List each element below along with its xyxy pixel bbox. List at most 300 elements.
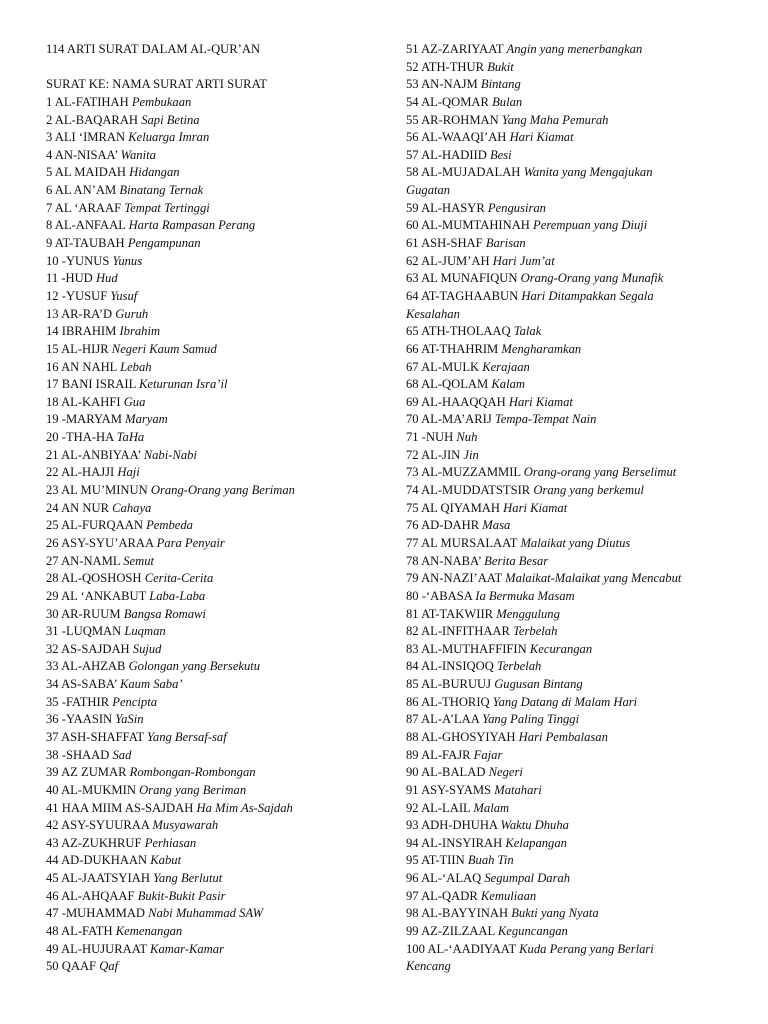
surah-entry bbox=[406, 464, 751, 482]
surah-entry bbox=[46, 888, 396, 906]
surah-number: 31 bbox=[46, 624, 59, 639]
surah-number: 25 bbox=[46, 518, 59, 533]
surah-entry bbox=[46, 288, 396, 306]
surah-number: 19 bbox=[46, 412, 59, 427]
surah-meaning: Orang-Orang yang Munafik bbox=[520, 271, 664, 286]
surah-meaning: Kemenangan bbox=[115, 924, 183, 939]
surah-entry bbox=[46, 800, 396, 818]
surah-name: AL MAIDAH bbox=[54, 165, 127, 180]
surah-meaning: Kaum Saba’ bbox=[119, 677, 183, 692]
surah-entry bbox=[406, 341, 751, 359]
surah-name: AL-INSYIRAH bbox=[421, 835, 503, 850]
surah-entry bbox=[46, 323, 396, 341]
surah-meaning: Matahari bbox=[494, 782, 542, 797]
surah-entry bbox=[46, 200, 396, 218]
surah-number: 43 bbox=[46, 835, 59, 850]
surah-entry bbox=[406, 535, 751, 553]
surah-number: 52 bbox=[406, 59, 419, 74]
surah-meaning: Semut bbox=[123, 553, 154, 568]
surah-meaning: Besi bbox=[489, 147, 512, 162]
surah-meaning: Terbelah bbox=[496, 659, 542, 674]
surah-name: AL-‘ALAQ bbox=[421, 871, 482, 886]
surah-meaning: Yusuf bbox=[110, 288, 138, 303]
surah-number: 17 bbox=[46, 377, 59, 392]
surah-entry bbox=[406, 905, 751, 923]
surah-entry bbox=[46, 852, 396, 870]
surah-number: 90 bbox=[406, 765, 419, 780]
surah-number: 11 bbox=[46, 271, 59, 286]
surah-entry bbox=[46, 129, 396, 147]
surah-number: 32 bbox=[46, 641, 59, 656]
surah-meaning: Pembukaan bbox=[131, 94, 192, 109]
surah-entry bbox=[406, 711, 751, 729]
surah-meaning: Laba-Laba bbox=[149, 588, 206, 603]
surah-entry bbox=[406, 447, 751, 465]
surah-number: 37 bbox=[46, 729, 59, 744]
surah-number: 33 bbox=[46, 659, 59, 674]
surah-entry bbox=[406, 835, 751, 853]
surah-entry bbox=[406, 888, 751, 906]
surah-entry bbox=[46, 870, 396, 888]
surah-meaning: Ia Bermuka Masam bbox=[475, 588, 575, 603]
surah-number: 57 bbox=[406, 147, 419, 162]
surah-entry bbox=[406, 641, 751, 659]
surah-number: 66 bbox=[406, 341, 419, 356]
surah-number: 48 bbox=[46, 924, 59, 939]
surah-entry bbox=[406, 359, 751, 377]
surah-meaning: Bangsa Romawi bbox=[123, 606, 206, 621]
surah-entry bbox=[406, 852, 751, 870]
surah-number: 35 bbox=[46, 694, 59, 709]
surah-number: 38 bbox=[46, 747, 59, 762]
surah-number: 53 bbox=[406, 77, 419, 92]
surah-number: 94 bbox=[406, 835, 419, 850]
blank-line bbox=[46, 59, 396, 77]
surah-number: 54 bbox=[406, 94, 419, 109]
surah-name: AL QIYAMAH bbox=[421, 500, 501, 515]
surah-entry bbox=[46, 112, 396, 130]
surah-entry bbox=[46, 482, 396, 500]
surah-number: 74 bbox=[406, 483, 419, 498]
surah-entry bbox=[46, 429, 396, 447]
surah-number: 67 bbox=[406, 359, 419, 374]
surah-name: ATH-THOLAAQ bbox=[421, 324, 511, 339]
surah-meaning: Hari Ditampakkan Segala bbox=[521, 288, 654, 303]
surah-entry bbox=[46, 764, 396, 782]
surah-meaning: Fajar bbox=[473, 747, 503, 762]
surah-meaning: Talak bbox=[513, 324, 542, 339]
surah-number: 97 bbox=[406, 888, 419, 903]
surah-name: -YUNUS bbox=[61, 253, 110, 268]
surah-name: AL-JIN bbox=[421, 447, 461, 462]
surah-entry bbox=[406, 482, 751, 500]
surah-entry bbox=[46, 217, 396, 235]
surah-meaning-continued: Kesalahan bbox=[406, 306, 460, 321]
surah-number: 70 bbox=[406, 412, 419, 427]
surah-meaning: Negeri Kaum Samud bbox=[111, 341, 217, 356]
surah-number: 14 bbox=[46, 324, 59, 339]
surah-number: 12 bbox=[46, 288, 59, 303]
surah-number: 47 bbox=[46, 906, 59, 921]
surah-name: AL-MUKMIN bbox=[61, 782, 136, 797]
surah-number: 76 bbox=[406, 518, 419, 533]
surah-number: 3 bbox=[46, 130, 53, 145]
surah-name: -HUD bbox=[61, 271, 93, 286]
surah-number: 7 bbox=[46, 200, 53, 215]
surah-meaning: Para Penyair bbox=[156, 535, 225, 550]
surah-entry bbox=[406, 429, 751, 447]
surah-entry bbox=[406, 941, 751, 959]
surah-name: AL-QADR bbox=[421, 888, 478, 903]
surah-number: 69 bbox=[406, 394, 419, 409]
surah-number: 51 bbox=[406, 42, 419, 56]
surah-entry bbox=[46, 641, 396, 659]
surah-entry bbox=[46, 923, 396, 941]
surah-number: 30 bbox=[46, 606, 59, 621]
surah-entry bbox=[46, 464, 396, 482]
surah-number: 23 bbox=[46, 483, 59, 498]
surah-entry bbox=[46, 694, 396, 712]
surah-number: 56 bbox=[406, 130, 419, 145]
surah-number: 20 bbox=[46, 430, 59, 445]
surah-entry bbox=[46, 553, 396, 571]
surah-name: AT-TAKWIIR bbox=[421, 606, 494, 621]
surah-number: 99 bbox=[406, 924, 419, 939]
surah-number: 34 bbox=[46, 677, 59, 692]
surah-number: 89 bbox=[406, 747, 419, 762]
surah-number: 28 bbox=[46, 571, 59, 586]
surah-entry bbox=[406, 676, 751, 694]
surah-number: 77 bbox=[406, 535, 419, 550]
table-header: SURAT KE: NAMA SURAT ARTI SURAT bbox=[46, 77, 267, 92]
surah-entry bbox=[46, 447, 396, 465]
surah-meaning: Hari Kiamat bbox=[508, 394, 573, 409]
surah-meaning: Gugusan Bintang bbox=[494, 677, 583, 692]
surah-name: BANI ISRAIL bbox=[61, 377, 136, 392]
surah-entry bbox=[46, 729, 396, 747]
surah-meaning: Cerita-Cerita bbox=[144, 571, 214, 586]
surah-number: 42 bbox=[46, 818, 59, 833]
surah-name: HAA MIIM AS-SAJDAH bbox=[61, 800, 194, 815]
surah-entry bbox=[406, 147, 751, 165]
surah-number: 75 bbox=[406, 500, 419, 515]
surah-entry bbox=[46, 411, 396, 429]
surah-meaning: Kemuliaan bbox=[480, 888, 537, 903]
surah-entry bbox=[46, 253, 396, 271]
surah-number: 15 bbox=[46, 341, 59, 356]
surah-number: 13 bbox=[46, 306, 59, 321]
surah-name: AL-HAAQQAH bbox=[421, 394, 506, 409]
surah-name: AZ-ZILZAAL bbox=[421, 924, 495, 939]
surah-name: AL-FURQAAN bbox=[61, 518, 143, 533]
surah-entry bbox=[46, 835, 396, 853]
surah-number: 39 bbox=[46, 765, 59, 780]
surah-meaning: Waktu Dhuha bbox=[500, 818, 569, 833]
surah-name: AZ ZUMAR bbox=[61, 765, 127, 780]
surah-number: 55 bbox=[406, 112, 419, 127]
surah-entry bbox=[406, 76, 751, 94]
surah-meaning: Keturunan Isra’il bbox=[138, 377, 228, 392]
surah-number: 6 bbox=[46, 183, 53, 198]
surah-number: 100 bbox=[406, 941, 425, 956]
surah-entry bbox=[406, 235, 751, 253]
surah-meaning: Hari Pembalasan bbox=[518, 729, 608, 744]
surah-number: 45 bbox=[46, 871, 59, 886]
surah-meaning: Qaf bbox=[99, 959, 119, 974]
surah-entry bbox=[46, 500, 396, 518]
surah-entry bbox=[46, 147, 396, 165]
surah-meaning: Nuh bbox=[456, 430, 478, 445]
surah-name: QAAF bbox=[61, 959, 97, 974]
surah-meaning: Perhiasan bbox=[144, 835, 197, 850]
surah-entry bbox=[406, 923, 751, 941]
surah-meaning: Hud bbox=[95, 271, 118, 286]
surah-name: ASY-SYAMS bbox=[421, 782, 492, 797]
surah-name: AL-MUJADALAH bbox=[421, 165, 521, 180]
surah-number: 46 bbox=[46, 888, 59, 903]
surah-name: AL-BALAD bbox=[421, 765, 486, 780]
surah-meaning: Berita Besar bbox=[484, 553, 549, 568]
surah-name: AD-DAHR bbox=[421, 518, 480, 533]
surah-name: AL MU’MINUN bbox=[61, 483, 148, 498]
surah-name: AL-‘AADIYAAT bbox=[427, 941, 516, 956]
surah-entry bbox=[406, 217, 751, 235]
surah-number: 79 bbox=[406, 571, 419, 586]
surah-meaning: Yang Maha Pemurah bbox=[501, 112, 609, 127]
surah-meaning: Yunus bbox=[112, 253, 143, 268]
surah-name: AT-TAUBAH bbox=[54, 236, 125, 251]
surah-number: 10 bbox=[46, 253, 59, 268]
surah-name: -LUQMAN bbox=[61, 624, 122, 639]
surah-entry bbox=[46, 517, 396, 535]
surah-name: AL-WAAQI’AH bbox=[421, 130, 507, 145]
surah-name: AL-HASYR bbox=[421, 200, 485, 215]
surah-meaning: Wanita bbox=[120, 147, 156, 162]
surah-name: -FATHIR bbox=[61, 694, 110, 709]
surah-name: AL-QOLAM bbox=[421, 377, 489, 392]
surah-entry bbox=[46, 394, 396, 412]
surah-entry bbox=[406, 517, 751, 535]
surah-meaning: Barisan bbox=[485, 236, 526, 251]
surah-number: 9 bbox=[46, 236, 53, 251]
surah-number: 68 bbox=[406, 377, 419, 392]
surah-meaning: Hari Kiamat bbox=[503, 500, 568, 515]
surah-name: AL-INSIQOQ bbox=[421, 659, 494, 674]
surah-number: 88 bbox=[406, 729, 419, 744]
surah-name: AL-FATH bbox=[61, 924, 113, 939]
surah-number: 29 bbox=[46, 588, 59, 603]
surah-entry bbox=[406, 112, 751, 130]
surah-meaning: Bintang bbox=[480, 77, 521, 92]
surah-entry bbox=[406, 817, 751, 835]
surah-meaning: Hari Kiamat bbox=[509, 130, 574, 145]
surah-number: 87 bbox=[406, 712, 419, 727]
surah-number: 85 bbox=[406, 677, 419, 692]
surah-entry bbox=[406, 606, 751, 624]
surah-number: 84 bbox=[406, 659, 419, 674]
surah-name: AL-INFITHAAR bbox=[421, 624, 510, 639]
surah-name: AL-HADIID bbox=[421, 147, 487, 162]
surah-meaning: Orang yang berkemul bbox=[533, 483, 644, 498]
surah-entry bbox=[46, 606, 396, 624]
surah-meaning: Wanita yang Mengajukan bbox=[523, 165, 653, 180]
surah-name: AL AN’AM bbox=[54, 183, 117, 198]
surah-entry bbox=[46, 164, 396, 182]
surah-meaning: Luqman bbox=[124, 624, 166, 639]
surah-name: AL-FATIHAH bbox=[54, 94, 129, 109]
surah-entry bbox=[406, 782, 751, 800]
surah-meaning: Pencipta bbox=[112, 694, 158, 709]
surah-entry bbox=[46, 676, 396, 694]
surah-meaning: Gua bbox=[123, 394, 146, 409]
surah-number: 22 bbox=[46, 465, 59, 480]
surah-entry bbox=[406, 270, 751, 288]
surah-name: -SHAAD bbox=[61, 747, 110, 762]
surah-number: 95 bbox=[406, 853, 419, 868]
surah-number: 5 bbox=[46, 165, 53, 180]
surah-number: 36 bbox=[46, 712, 59, 727]
surah-number: 78 bbox=[406, 553, 419, 568]
surah-number: 49 bbox=[46, 941, 59, 956]
surah-number: 27 bbox=[46, 553, 59, 568]
surah-name: AN-NABA’ bbox=[421, 553, 481, 568]
surah-entry bbox=[46, 711, 396, 729]
surah-entry bbox=[46, 623, 396, 641]
surah-meaning: Kabut bbox=[150, 853, 182, 868]
surah-name: AL-MUTHAFFIFIN bbox=[421, 641, 527, 656]
surah-meaning: Segumpal Darah bbox=[484, 871, 571, 886]
surah-entry bbox=[406, 253, 751, 271]
surah-number: 16 bbox=[46, 359, 59, 374]
left-column bbox=[46, 41, 396, 976]
surah-number: 50 bbox=[46, 959, 59, 974]
surah-meaning: Pengusiran bbox=[487, 200, 546, 215]
surah-entry bbox=[406, 658, 751, 676]
surah-meaning: Sujud bbox=[132, 641, 162, 656]
surah-name: AR-RA’D bbox=[61, 306, 113, 321]
surah-meaning: Guruh bbox=[115, 306, 149, 321]
surah-name: -THA-HA bbox=[61, 430, 114, 445]
surah-name: AL-AHQAAF bbox=[61, 888, 135, 903]
surah-meaning: Haji bbox=[117, 465, 140, 480]
surah-name: AL-MUZZAMMIL bbox=[421, 465, 521, 480]
surah-meaning: Pengampunan bbox=[127, 236, 201, 251]
surah-name: AL-ANBIYAA’ bbox=[61, 447, 141, 462]
surah-name: AD-DUKHAAN bbox=[61, 853, 148, 868]
surah-number: 83 bbox=[406, 641, 419, 656]
surah-meaning: Maryam bbox=[125, 412, 168, 427]
surah-entry bbox=[46, 235, 396, 253]
surah-name: AL-MUMTAHINAH bbox=[421, 218, 530, 233]
surah-name: -MARYAM bbox=[61, 412, 122, 427]
surah-name: AL-HUJURAAT bbox=[61, 941, 147, 956]
surah-name: AL-THORIQ bbox=[421, 694, 490, 709]
surah-number: 93 bbox=[406, 818, 419, 833]
surah-entry bbox=[406, 694, 751, 712]
surah-meaning: Bukti yang Nyata bbox=[511, 906, 599, 921]
surah-name: AN-NAJM bbox=[421, 77, 478, 92]
surah-number: 98 bbox=[406, 906, 419, 921]
surah-number: 21 bbox=[46, 447, 59, 462]
surah-name: -YUSUF bbox=[61, 288, 108, 303]
surah-meaning: Harta Rampasan Perang bbox=[128, 218, 256, 233]
surah-meaning: Kuda Perang yang Berlari bbox=[519, 941, 654, 956]
surah-entry bbox=[46, 941, 396, 959]
surah-entry bbox=[406, 164, 751, 182]
surah-meaning: Tempa-Tempat Nain bbox=[494, 412, 597, 427]
surah-meaning: Terbelah bbox=[513, 624, 558, 639]
surah-name: -‘ABASA bbox=[421, 588, 473, 603]
surah-number: 1 bbox=[46, 94, 53, 109]
surah-name: IBRAHIM bbox=[61, 324, 117, 339]
surah-meaning: Menggulung bbox=[496, 606, 560, 621]
surah-name: AL-MULK bbox=[421, 359, 480, 374]
surah-name: AN-NAML bbox=[61, 553, 121, 568]
surah-number: 71 bbox=[406, 430, 419, 445]
surah-name: ASH-SHAF bbox=[421, 236, 483, 251]
surah-entry bbox=[406, 800, 751, 818]
surah-number: 24 bbox=[46, 500, 59, 515]
surah-meaning: Kamar-Kamar bbox=[150, 941, 224, 956]
surah-name: AL-HIJR bbox=[61, 341, 109, 356]
surah-meaning: Malaikat-Malaikat yang Mencabut bbox=[505, 571, 682, 586]
surah-entry bbox=[406, 94, 751, 112]
surah-name: AL MUNAFIQUN bbox=[421, 271, 518, 286]
surah-meaning: Malaikat yang Diutus bbox=[520, 535, 631, 550]
surah-meaning: Jin bbox=[463, 447, 479, 462]
surah-entry bbox=[46, 747, 396, 765]
surah-name: AT-TAGHAABUN bbox=[421, 288, 519, 303]
surah-name: -YAASIN bbox=[61, 712, 113, 727]
surah-number: 96 bbox=[406, 871, 419, 886]
surah-meaning: Kelapangan bbox=[505, 835, 567, 850]
surah-name: AL-BAYYINAH bbox=[421, 906, 509, 921]
surah-meaning: Hari Jum’at bbox=[492, 253, 555, 268]
surah-name: AZ-ZUKHRUF bbox=[61, 835, 142, 850]
surah-number: 58 bbox=[406, 165, 419, 180]
surah-entry bbox=[406, 200, 751, 218]
surah-name: AN NAHL bbox=[61, 359, 117, 374]
surah-name: AL-MA’ARIJ bbox=[421, 412, 492, 427]
surah-name: AL-A’LAA bbox=[421, 712, 480, 727]
surah-number: 8 bbox=[46, 218, 53, 233]
surah-name: AL-QOSHOSH bbox=[61, 571, 142, 586]
surah-number: 44 bbox=[46, 853, 59, 868]
surah-name: AL-KAHFI bbox=[61, 394, 121, 409]
surah-name: AL ‘ANKABUT bbox=[61, 588, 147, 603]
surah-entry bbox=[46, 905, 396, 923]
surah-name: AL-JAATSYIAH bbox=[61, 871, 150, 886]
surah-entry bbox=[406, 747, 751, 765]
surah-name: AN-NAZI’AAT bbox=[421, 571, 502, 586]
surah-meaning-continued: Gugatan bbox=[406, 183, 451, 198]
surah-meaning: Musyawarah bbox=[152, 818, 219, 833]
surah-meaning: Kecurangan bbox=[529, 641, 593, 656]
surah-meaning: Perempuan yang Diuji bbox=[533, 218, 648, 233]
surah-name: AL-FAJR bbox=[421, 747, 471, 762]
surah-number: 92 bbox=[406, 800, 419, 815]
surah-meaning: Orang-Orang yang Beriman bbox=[150, 483, 295, 498]
surah-name: AT-TIIN bbox=[421, 853, 465, 868]
surah-name: AL-JUM’AH bbox=[421, 253, 490, 268]
surah-name: AL-BAQARAH bbox=[54, 112, 139, 127]
surah-name: AT-THAHRIM bbox=[421, 341, 499, 356]
surah-meaning: Pembeda bbox=[146, 518, 193, 533]
surah-name: AN NUR bbox=[61, 500, 109, 515]
right-column bbox=[406, 41, 751, 976]
surah-number: 64 bbox=[406, 288, 419, 303]
surah-entry bbox=[406, 588, 751, 606]
